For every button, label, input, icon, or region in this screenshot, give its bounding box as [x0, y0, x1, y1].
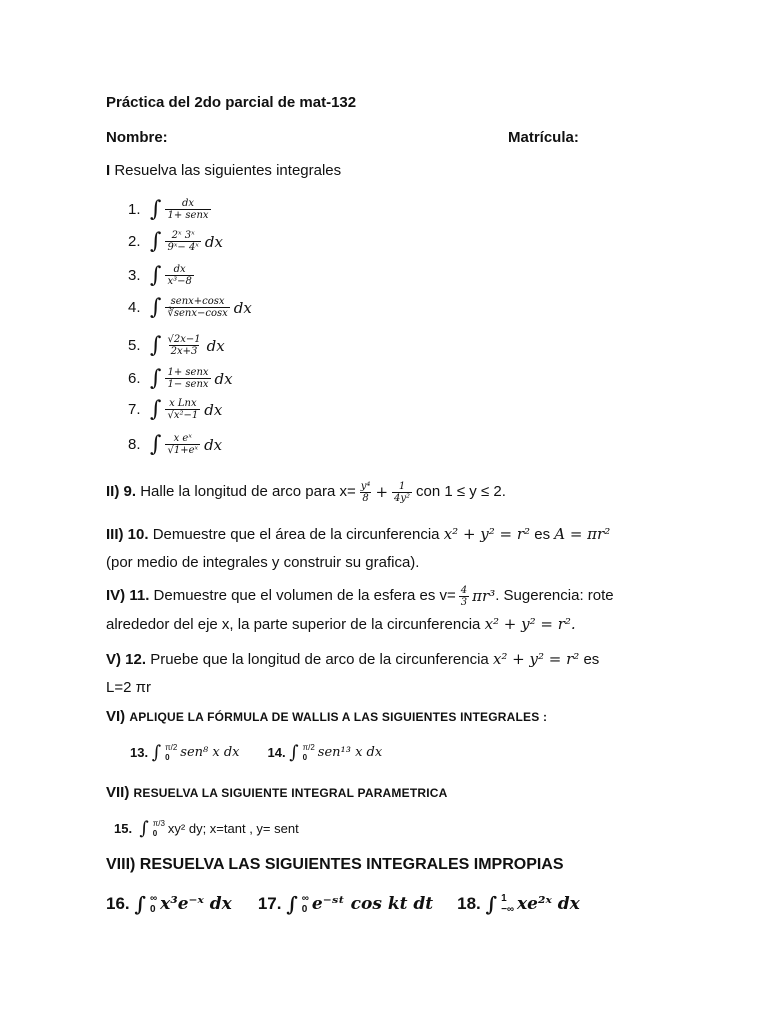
fraction	[165, 198, 210, 221]
section-1-text: Resuelva las siguientes integrales	[114, 162, 342, 179]
problem-10	[106, 520, 610, 577]
numerator: 2ˣ 3ˣ	[171, 230, 195, 241]
integral-sign-icon: ∫	[150, 333, 162, 358]
numerator: √2x−1	[167, 334, 201, 345]
item-number: 3.	[128, 267, 141, 284]
integral-limits	[165, 743, 177, 763]
plus-sign: +	[375, 483, 389, 501]
integral-sign-icon: ∫	[286, 892, 298, 916]
lower-limit: 0	[152, 828, 158, 838]
lower-limit: 0	[301, 904, 308, 915]
denominator: 3	[460, 596, 468, 608]
equation: x² + y² = r²	[443, 525, 531, 543]
denominator: 9ˣ− 4ˣ	[167, 242, 199, 253]
integral-sign-icon: ∫	[150, 366, 162, 391]
equation: A = πr²	[554, 525, 611, 543]
section-label: VII)	[106, 784, 130, 801]
denominator: 2x+3	[170, 346, 198, 357]
integral-sign-icon: ∫	[289, 742, 299, 763]
denominator: 4y²	[394, 492, 411, 504]
problem-number: 14.	[267, 745, 286, 760]
differential: dx	[214, 369, 233, 388]
integrand: e⁻ˢᵗ cos kt dt	[311, 894, 434, 914]
problem-text-line2: alrededor del eje x, la parte superior de la circunferencia	[106, 616, 481, 633]
integrand: sen⁸ x dx	[180, 745, 240, 760]
problem-number: 13.	[130, 745, 149, 760]
problem-text-line2: L=2 πr	[106, 679, 151, 696]
numerator: x Lnx	[169, 398, 197, 409]
upper-limit: ∞	[301, 893, 309, 904]
denominator: √x²−1	[167, 410, 199, 421]
item-number: 6.	[128, 370, 141, 387]
problem-11	[106, 582, 614, 639]
differential: dx	[204, 400, 223, 419]
upper-limit: π/2	[165, 742, 178, 752]
item-number: 4.	[128, 299, 141, 316]
numerator: y⁴	[360, 480, 371, 492]
parametric-integral	[114, 818, 299, 839]
section-label: II)	[106, 483, 120, 500]
item-number: 8.	[128, 436, 141, 453]
differential: dx	[206, 336, 225, 355]
integral-item	[128, 263, 198, 288]
integral-sign-icon: ∫	[485, 892, 498, 916]
problem-text: es	[534, 526, 551, 543]
section-7-text: RESUELVA LA SIGUIENTE INTEGRAL PARAMETRICA	[133, 786, 448, 800]
integral-limits	[501, 893, 514, 915]
problem-text: Demuestre que el volumen de la esfera es v=	[153, 587, 456, 604]
problem-number: 9.	[123, 483, 137, 500]
integral-sign-icon: ∫	[150, 295, 162, 320]
lower-limit: 0	[165, 752, 170, 762]
fraction	[165, 398, 200, 421]
numerator: senx+cosx	[170, 296, 225, 307]
integral-sign-icon: ∫	[151, 742, 162, 763]
denominator: ∛senx−cosx	[167, 308, 228, 319]
section-8-heading: VIII) RESUELVA LAS SIGUIENTES INTEGRALES IMPROPIAS	[106, 856, 564, 873]
problem-text: Demuestre que el área de la circunferencia	[152, 526, 440, 543]
section-1-roman: I	[106, 162, 111, 179]
problem-number: 18.	[457, 894, 481, 913]
problem-number: 10.	[127, 526, 149, 543]
denominator: 1− senx	[167, 379, 209, 390]
fraction	[165, 296, 229, 319]
matricula-label: Matrícula:	[508, 129, 579, 146]
differential: dx	[233, 298, 252, 317]
upper-limit: π/3	[152, 818, 165, 828]
equation: x² + y² = r².	[484, 615, 576, 633]
integral-sign-icon: ∫	[150, 263, 162, 288]
item-number: 5.	[128, 337, 141, 354]
integral-item	[128, 432, 222, 457]
problem-number: 11.	[129, 587, 150, 604]
improper-integrals	[106, 892, 580, 916]
integral-limits	[303, 743, 315, 763]
integral-sign-icon: ∫	[150, 197, 162, 222]
integral-item	[128, 229, 223, 254]
fraction	[359, 481, 373, 504]
problem-number: 17.	[257, 894, 282, 913]
integral-item	[128, 333, 225, 358]
wallis-integrals	[130, 742, 382, 763]
integral-sign-icon: ∫	[150, 432, 162, 457]
upper-limit: 1	[501, 893, 507, 904]
section-1-heading	[106, 162, 341, 179]
differential: dx	[204, 435, 223, 454]
section-label: III)	[106, 526, 124, 543]
integral-item	[128, 397, 222, 422]
integral-limits	[150, 893, 157, 915]
problem-text: Halle la longitud de arco para x=	[140, 483, 356, 500]
numerator: dx	[173, 264, 186, 275]
item-number: 7.	[128, 401, 141, 418]
integral-sign-icon: ∫	[150, 397, 162, 422]
section-label: VI)	[106, 708, 126, 725]
section-label: IV)	[106, 587, 126, 604]
section-6-text: APLIQUE LA FÓRMULA DE WALLIS A LAS SIGUIENTES INTEGRALES :	[129, 710, 548, 724]
lower-limit: 0	[149, 904, 156, 915]
problem-text: . Sugerencia: rote	[495, 587, 614, 604]
fraction	[165, 433, 200, 456]
section-label: V)	[106, 651, 121, 668]
item-number: 2.	[128, 233, 141, 250]
integral-sign-icon: ∫	[134, 892, 146, 916]
problem-12	[106, 645, 599, 702]
integral-sign-icon: ∫	[139, 818, 149, 839]
denominator: x³−8	[167, 276, 192, 287]
integral-sign-icon: ∫	[150, 229, 162, 254]
section-7-heading	[106, 784, 447, 801]
integral-item	[128, 295, 252, 320]
fraction	[165, 230, 200, 253]
page-title: Práctica del 2do parcial de mat-132	[106, 94, 357, 111]
lower-limit: −∞	[501, 904, 515, 915]
integral-item	[128, 197, 215, 222]
problem-text: Pruebe que la longitud de arco de la circunferencia	[150, 651, 489, 668]
integral-limits	[302, 893, 309, 915]
integral-limits	[153, 819, 165, 839]
numerator: 1+ senx	[167, 367, 209, 378]
numerator: dx	[181, 198, 195, 209]
numerator: 1	[398, 480, 406, 492]
fraction	[392, 481, 412, 504]
equation: x² + y² = r²	[492, 650, 580, 668]
fraction	[165, 334, 202, 357]
integrand: xy² dy; x=tant , y= sent	[167, 821, 299, 836]
nombre-label: Nombre:	[106, 129, 168, 146]
upper-limit: ∞	[149, 893, 158, 904]
problem-number: 12.	[125, 651, 147, 668]
numerator: x eˣ	[173, 433, 192, 444]
fraction	[459, 585, 469, 608]
integral-item	[128, 366, 233, 391]
fraction	[165, 264, 193, 287]
item-number: 1.	[128, 201, 141, 218]
equation: πr³	[472, 587, 496, 605]
upper-limit: π/2	[302, 742, 315, 752]
section-6-heading	[106, 708, 547, 725]
integrand: xe²ˣ dx	[517, 894, 580, 914]
problem-number: 15.	[114, 821, 133, 836]
differential: dx	[204, 232, 223, 251]
integrand: x³e⁻ˣ dx	[160, 894, 232, 914]
problem-9	[106, 478, 506, 506]
problem-number: 16.	[106, 894, 130, 913]
fraction	[165, 367, 210, 390]
problem-text-line2: (por medio de integrales y construir su grafica).	[106, 554, 420, 571]
numerator: 4	[460, 584, 468, 596]
integrand: sen¹³ x dx	[317, 745, 383, 760]
lower-limit: 0	[302, 752, 308, 762]
denominator: √1+eˣ	[167, 445, 199, 456]
problem-text-tail: con 1 ≤ y ≤ 2.	[416, 483, 506, 500]
denominator: 8	[362, 492, 369, 504]
denominator: 1+ senx	[167, 210, 209, 221]
problem-text: es	[583, 651, 600, 668]
